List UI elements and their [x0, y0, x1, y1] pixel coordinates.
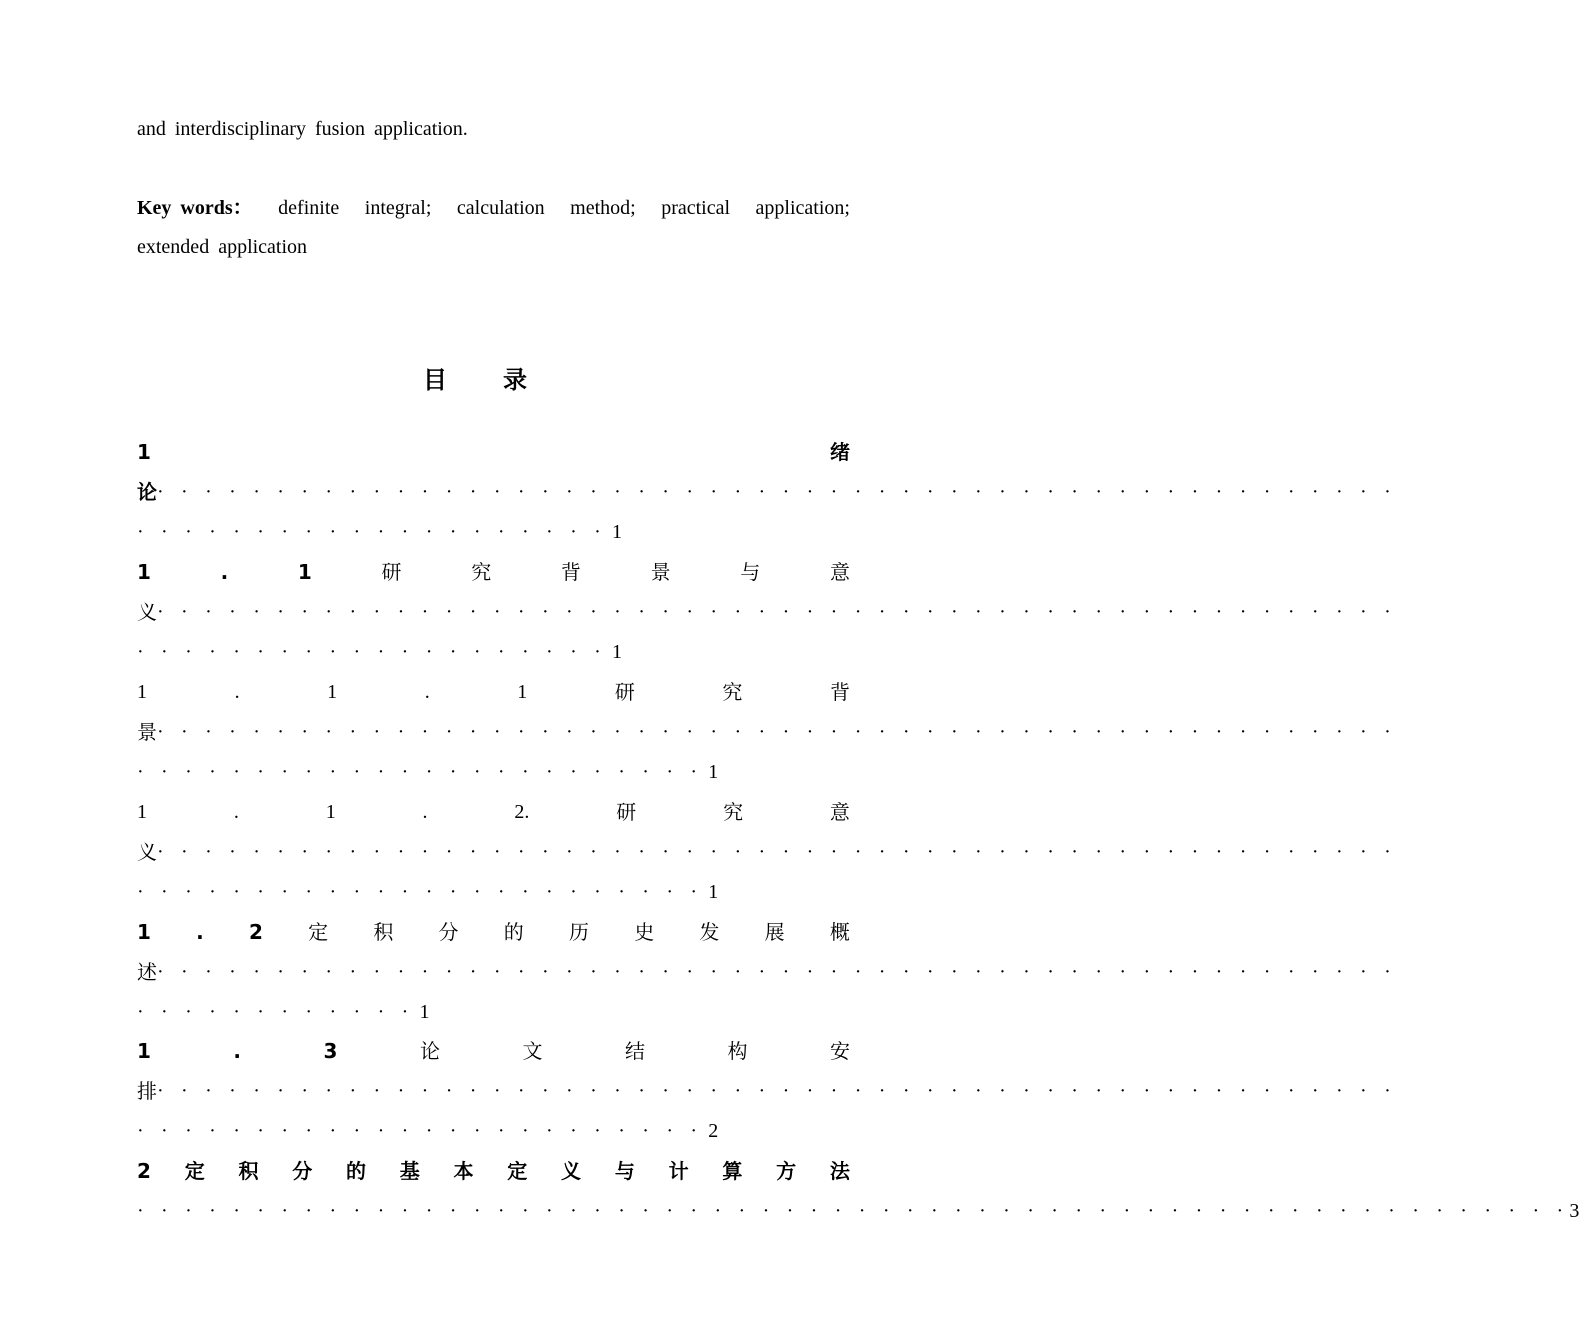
toc-entry-1-line3[interactable]: [137, 520, 850, 544]
keywords-label: Key words：: [137, 197, 253, 219]
toc-char: 本: [453, 1159, 474, 1183]
toc-char: 定: [308, 920, 329, 944]
toc-page-number: 1: [419, 1001, 430, 1023]
toc-leader: · · · · · · · · · · · · · · · · · · · · · · · ·: [137, 761, 704, 783]
toc-entry-1-line2[interactable]: [137, 480, 1397, 504]
toc-char: 安: [829, 1039, 850, 1063]
keywords-line-1: [137, 196, 850, 220]
toc-char: 算: [722, 1159, 743, 1183]
toc-entry-1-1-2-line3[interactable]: [137, 880, 850, 904]
toc-char: 论: [419, 1039, 440, 1063]
toc-char: 绪: [830, 440, 850, 464]
toc-char: 与: [740, 560, 761, 584]
toc-char: 积: [238, 1159, 259, 1183]
toc-page-number: 1: [612, 641, 623, 663]
toc-num: .: [233, 801, 239, 823]
toc-num: 1: [137, 1039, 151, 1063]
toc-char: 景: [137, 720, 157, 744]
toc-entry-1-3-line2[interactable]: [137, 1079, 1397, 1103]
toc-leader: · · · · · · · · · · · · · · · · · · · · · · · · · · · · · · · · · · · · · · · · · · · · · · · · · · · ·: [157, 841, 1397, 863]
keyword-word: application;: [755, 197, 850, 219]
toc-num: 1: [517, 681, 528, 703]
toc-char: 义: [561, 1159, 582, 1183]
toc-char: 文: [522, 1039, 543, 1063]
toc-num: 3: [323, 1039, 338, 1063]
toc-char: 研: [614, 680, 635, 704]
toc-entry-1-1-line3[interactable]: [137, 640, 850, 664]
keyword-word: definite: [278, 197, 340, 219]
toc-num: 1: [137, 681, 147, 703]
toc-char: 结: [624, 1039, 645, 1063]
keyword-word: practical: [661, 197, 731, 219]
toc-char: 排: [137, 1079, 157, 1103]
toc-char: 历: [568, 920, 589, 944]
toc-char: 方: [776, 1159, 797, 1183]
toc-entry-1-1-line2[interactable]: [137, 600, 1397, 624]
toc-leader: · · · · · · · · · · · · · · · · · · · · · · · · · · · · · · · · · · · · · · · · · · · · · · · · · · · ·: [157, 721, 1397, 743]
toc-char: 分: [438, 920, 459, 944]
toc-entry-1-1-1-line3[interactable]: [137, 760, 850, 784]
toc-entry-2-line1[interactable]: [137, 1159, 850, 1183]
toc-leader: · · · · · · · · · · · · · · · · · · · · · · · · · · · · · · · · · · · · · · · · · · · · · · · · · · · · · · · · · · · ·: [137, 1200, 1570, 1222]
toc-leader: · · · · · · · · · · · · · · · · · · · · · · · · · · · · · · · · · · · · · · · · · · · · · · · · · · · ·: [157, 1080, 1397, 1102]
toc-entry-1-1-line1[interactable]: [137, 560, 850, 584]
toc-entry-1-line1[interactable]: [137, 440, 850, 464]
toc-char: 义: [137, 600, 157, 624]
toc-num: 1: [325, 801, 336, 823]
toc-entry-1-1-1-line1[interactable]: [137, 680, 850, 704]
keyword-word: method;: [570, 197, 636, 219]
keyword-word: integral;: [364, 197, 432, 219]
toc-char: 基: [399, 1159, 420, 1183]
toc-char: 定: [507, 1159, 528, 1183]
toc-title-char: 目: [423, 366, 447, 394]
toc-page-number: 1: [708, 881, 719, 903]
toc-char: 述: [137, 960, 157, 984]
toc-char: 的: [503, 920, 524, 944]
toc-char: 积: [373, 920, 394, 944]
toc-char: 论: [137, 480, 157, 504]
toc-page-number: 2: [708, 1120, 719, 1142]
toc-char: 究: [722, 680, 743, 704]
toc-entry-2-line2[interactable]: [137, 1199, 1579, 1223]
toc-leader: · · · · · · · · · · · · · · · · · · · · · · · · · · · · · · · · · · · · · · · · · · · · · · · · · · · ·: [157, 481, 1397, 503]
toc-num: .: [422, 801, 428, 823]
toc-char: 研: [381, 560, 402, 584]
keywords-line-2: extended application: [137, 236, 308, 258]
toc-char: 景: [650, 560, 671, 584]
toc-num: .: [233, 1039, 242, 1063]
toc-char: 与: [614, 1159, 635, 1183]
toc-char: 究: [723, 800, 744, 824]
toc-entry-1-1-2-line1[interactable]: [137, 800, 850, 824]
toc-entry-1-3-line1[interactable]: [137, 1039, 850, 1063]
toc-leader: · · · · · · · · · · · · · · · · · · · · · · · · · · · · · · · · · · · · · · · · · · · · · · · · · · · ·: [157, 601, 1397, 623]
toc-title: [0, 360, 950, 395]
toc-char: 背: [829, 680, 850, 704]
toc-num: .: [196, 920, 204, 944]
toc-char: 意: [829, 800, 850, 824]
toc-page-number: 3: [1569, 1200, 1579, 1222]
toc-char: 究: [471, 560, 492, 584]
toc-num: 2: [248, 920, 263, 944]
toc-entry-1-3-line3[interactable]: [137, 1119, 850, 1143]
toc-char: 研: [616, 800, 637, 824]
keyword-word: calculation: [456, 197, 545, 219]
toc-char: 概: [829, 920, 850, 944]
toc-char: 义: [137, 840, 157, 864]
toc-char: 的: [345, 1159, 366, 1183]
toc-num: .: [424, 681, 430, 703]
toc-leader: · · · · · · · · · · · · · · · · · · · ·: [137, 641, 608, 663]
toc-num: .: [234, 681, 240, 703]
toc-num: 1: [327, 681, 338, 703]
toc-entry-1-1-1-line2[interactable]: [137, 720, 1397, 744]
toc-char: 发: [699, 920, 720, 944]
toc-num: 2.: [514, 801, 530, 823]
toc-num: 1: [137, 801, 147, 823]
abstract-tail: and interdisciplinary fusion application.: [137, 118, 468, 140]
toc-char: 法: [829, 1159, 850, 1183]
toc-char: 背: [560, 560, 581, 584]
toc-num: 1: [297, 560, 312, 584]
toc-entry-1-2-line3[interactable]: [137, 1000, 850, 1024]
toc-char: 展: [764, 920, 785, 944]
toc-leader: · · · · · · · · · · · ·: [137, 1001, 415, 1023]
toc-num: 1: [137, 560, 151, 584]
toc-char: 意: [829, 560, 850, 584]
toc-leader: · · · · · · · · · · · · · · · · · · · ·: [137, 521, 608, 543]
toc-num: .: [220, 560, 229, 584]
toc-page-number: 1: [612, 521, 623, 543]
toc-char: 史: [634, 920, 655, 944]
toc-leader: · · · · · · · · · · · · · · · · · · · · · · · · · · · · · · · · · · · · · · · · · · · · · · · · · · · ·: [157, 961, 1397, 983]
toc-page-number: 1: [708, 761, 719, 783]
toc-entry-1-1-2-line2[interactable]: [137, 840, 1397, 864]
toc-num: 1: [137, 440, 151, 464]
toc-leader: · · · · · · · · · · · · · · · · · · · · · · · ·: [137, 1120, 704, 1142]
toc-entry-1-2-line2[interactable]: [137, 960, 1397, 984]
toc-num: 1: [137, 920, 151, 944]
toc-char: 定: [184, 1159, 205, 1183]
toc-num: 2: [137, 1159, 151, 1183]
toc-char: 分: [292, 1159, 313, 1183]
toc-char: 构: [727, 1039, 748, 1063]
toc-title-char: 录: [503, 366, 527, 394]
toc-char: 计: [668, 1159, 689, 1183]
toc-leader: · · · · · · · · · · · · · · · · · · · · · · · ·: [137, 881, 704, 903]
toc-entry-1-2-line1[interactable]: [137, 920, 850, 944]
